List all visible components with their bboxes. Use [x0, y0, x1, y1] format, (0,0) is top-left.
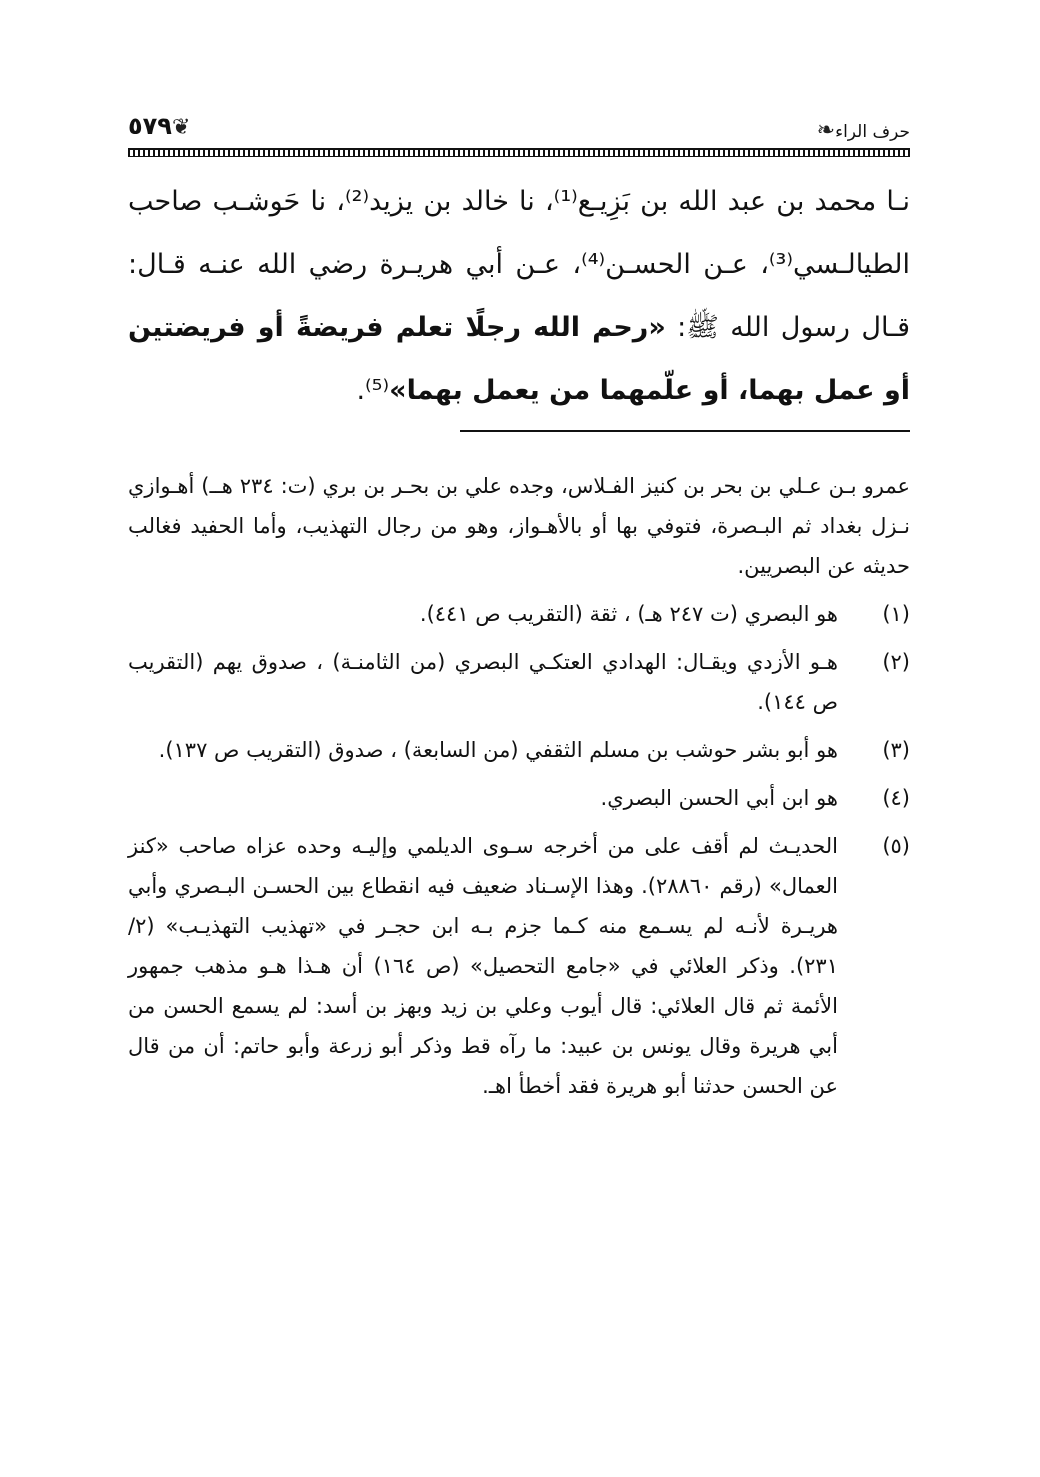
- page-number-text: ٥٧٩: [128, 112, 172, 140]
- footnotes: [128, 466, 910, 1114]
- footnote-5: [128, 826, 910, 1106]
- footnote-continuation: عمرو بـن عـلي بن بحر بن كنيز الفـلاس، وجده علي بن بحـر بن بري (ت: ٢٣٤ هــ) أهـوازي نـزل بغداد ثم البـصرة، فتوفي بها أو بالأهـواز، وهو من رجال التهذيب، وأما الحفيد فغالب حديثه عن البصريين.: [128, 474, 910, 578]
- footnote-number: (١): [882, 602, 910, 626]
- chapter-title-text: حرف الراء: [835, 122, 910, 142]
- chapter-title: [817, 118, 910, 143]
- footnote-3: [128, 730, 910, 770]
- footnote-text: هو البصري (ت ٢٤٧ هـ) ، ثقة (التقريب ص ٤٤١).: [419, 602, 838, 626]
- footnote-4: [128, 778, 910, 818]
- header-ornamental-rule: [128, 148, 910, 157]
- footnote-number: (٣): [882, 738, 910, 762]
- footnote-number: (٢): [882, 650, 910, 674]
- footnote-text: هـو الأزدي ويقـال: الهدادي العتكـي البصري (من الثامنـة) ، صدوق يهم (التقريب ص ١٤٤).: [128, 650, 838, 714]
- footnote-text: هو أبو بشر حوشب بن مسلم الثقفي (من السابعة) ، صدوق (التقريب ص ١٣٧).: [158, 738, 838, 762]
- footnote-text: هو ابن أبي الحسن البصري.: [600, 786, 838, 810]
- page-number: [128, 112, 190, 140]
- footnote-separator: [460, 430, 910, 432]
- ornament-left-icon: ❦: [171, 115, 191, 140]
- footnote-marker: ⁽⁵⁾.: [356, 375, 390, 406]
- isnad-text: نـا محمد بن عبد الله بن بَزِيـع⁽¹⁾، نا خالد بن يزيد⁽²⁾، نا حَوشـب صاحب الطيالـسي⁽³⁾، عـن الحسـن⁽⁴⁾، عـن أبي هريـرة رضي الله عنـه قـال: قـال رسول الله ﷺ:: [128, 186, 910, 343]
- hadith-paragraph: [128, 170, 910, 422]
- hadith-matn: «رحم الله رجلًا تعلم فريضةً أو فريضتين أو عمل بهما، أو علّمهما من يعمل بهما»: [128, 312, 910, 406]
- footnote-number: (٥): [882, 834, 910, 858]
- running-header: [128, 108, 910, 156]
- ornament-right-icon: ❧: [816, 118, 836, 143]
- footnote-2: [128, 642, 910, 722]
- footnote-number: (٤): [882, 786, 910, 810]
- footnote-text: الحديـث لم أقف على من أخرجه سـوى الديلمي وإليـه وحده عزاه صاحب «كنز العمال» (رقم ٢٨٨٦٠). وهذا الإسـناد ضعيف فيه انقطاع بين الحسـن البـصري وأبي هريـرة لأنـه لم يسـمع منه كـما جزم بـه ابن حجـر في «تهذيب التهذيـب» (٢/ ٢٣١). وذكر العلائي في «جامع التحصيل» (ص ١٦٤) أن هـذا هـو مذهب جمهور الأئمة ثم قال العلائي: قال أيوب وعلي بن زيد وبهز بن أسد: لم يسمع الحسن من أبي هريرة وقال يونس بن عبيد: ما رآه قط وذكر أبو زرعة وأبو حاتم: أن من قال عن الحسن حدثنا أبو هريرة فقد أخطأ اهـ.: [128, 834, 838, 1098]
- footnote-1: [128, 594, 910, 634]
- main-text: [128, 170, 910, 422]
